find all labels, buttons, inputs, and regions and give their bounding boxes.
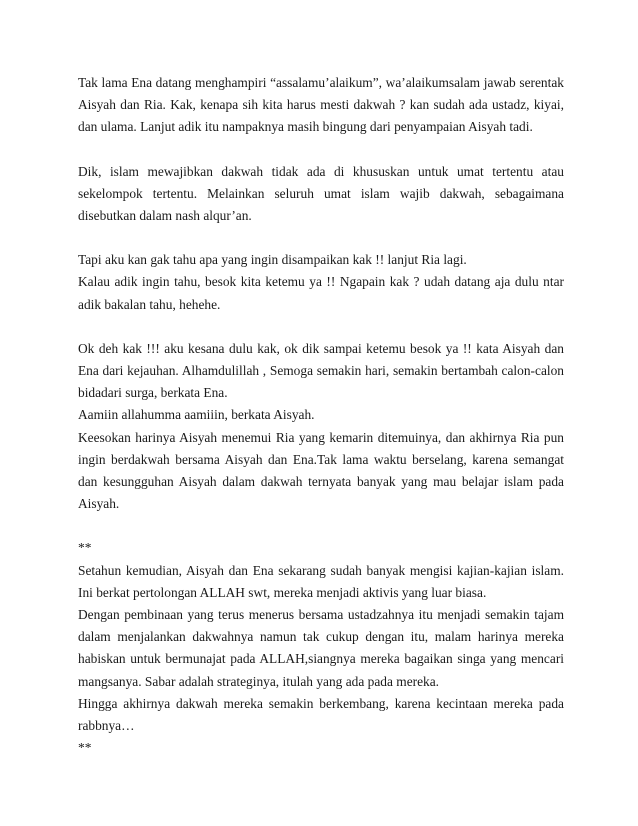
document-body [78,72,564,759]
paragraph-spacer [78,316,564,338]
paragraph: Aamiin allahumma aamiiin, berkata Aisyah. [78,407,315,423]
paragraph: Keesokan harinya Aisyah menemui Ria yang kemarin ditemuinya, dan akhirnya Ria pun ingin berdakwah bersama Aisyah dan Ena.Tak lama waktu berselang, karena semangat dan kesungguhan Aisyah dalam dakwah ternyata banyak yang mau belajar islam pada Aisyah. [78,429,564,512]
paragraph-spacer [78,515,564,537]
paragraph: Ok deh kak !!! aku kesana dulu kak, ok dik sampai ketemu besok ya !! kata Aisyah dan Ena dari kejauhan. Alhamdulillah , Semoga semakin hari, semakin bertambah calon-calon bidadari surga, berkata Ena. [78,340,564,401]
paragraph: Tak lama Ena datang menghampiri “assalamu’alaikum”, wa’alaikumsalam jawab serentak Aisyah dan Ria. Kak, kenapa sih kita harus mesti dakwah ? kan sudah ada ustadz, kiyai, dan ulama. Lanjut adik itu nampaknya masih bingung dari penyampaian Aisyah tadi. [78,75,564,135]
paragraph: Hingga akhirnya dakwah mereka semakin berkembang, karena kecintaan mereka pada rabbnya… [78,695,564,734]
paragraph: Tapi aku kan gak tahu apa yang ingin disampaikan kak !! lanjut Ria lagi. [78,252,467,268]
paragraph: Setahun kemudian, Aisyah dan Ena sekarang sudah banyak mengisi kajian-kajian islam. Ini berkat pertolongan ALLAH swt, mereka menjadi aktivis yang luar biasa. [78,562,564,600]
paragraph: Kalau adik ingin tahu, besok kita ketemu ya !! Ngapain kak ? udah datang aja dulu ntar adik bakalan tahu, hehehe. [78,274,564,312]
paragraph: Dik, islam mewajibkan dakwah tidak ada di khususkan untuk umat tertentu atau sekelompok tertentu. Melainkan seluruh umat islam wajib dakwah, sebagaimana disebutkan dalam nash alqur’an. [78,163,564,224]
paragraph-spacer [78,227,564,249]
section-separator: ** [78,540,92,556]
paragraph-spacer [78,139,564,161]
paragraph: Dengan pembinaan yang terus menerus bersama ustadzahnya itu menjadi semakin tajam dalam menjalankan dakwahnya namun tak cukup dengan itu, malam harinya mereka habiskan untuk bermunajat pada ALLAH,siangnya mereka bagaikan singa yang mencari mangsanya. Sabar adalah strateginya, itulah yang ada pada mereka. [78,607,564,689]
section-separator: ** [78,740,92,756]
